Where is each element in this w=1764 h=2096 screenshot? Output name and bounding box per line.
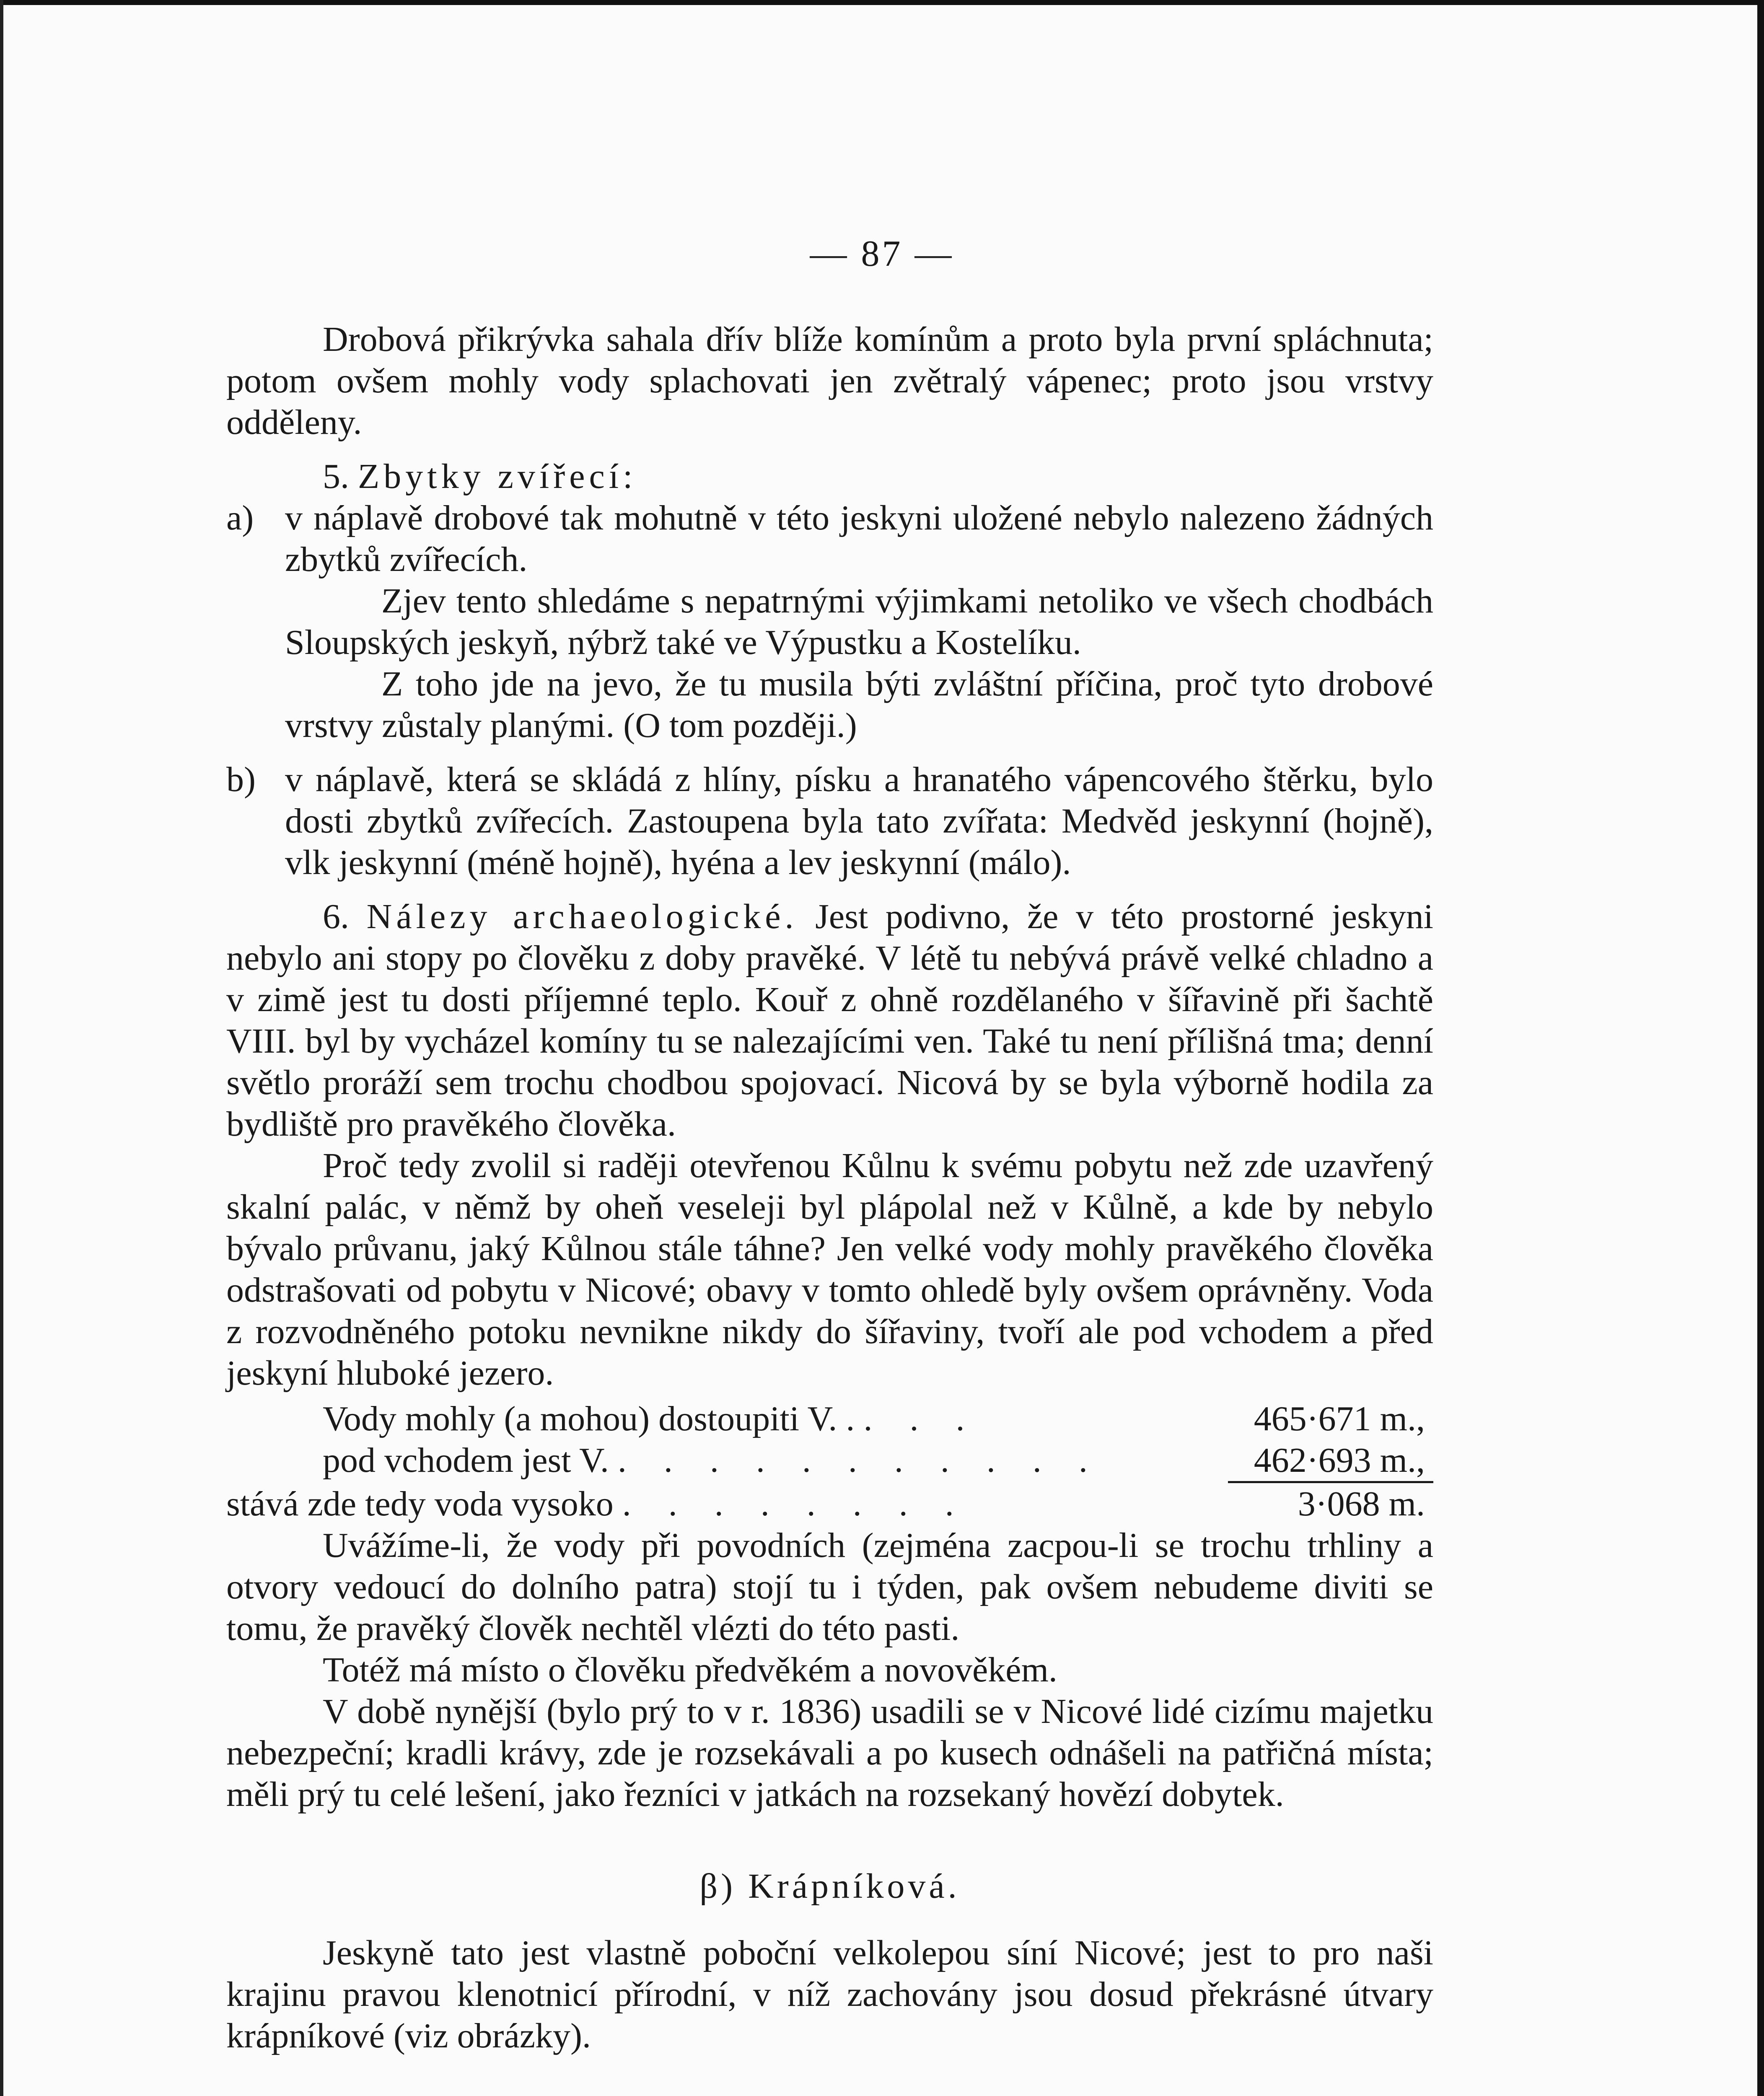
calc-dots: . . . . . . . . . . . (617, 1441, 1102, 1480)
scan-edge-right (1757, 0, 1764, 2096)
section-heading (226, 456, 1433, 497)
section-text: Jest podivno, že v této prostorné jeskyni nebylo ani stopy po člověku z doby pravěké. V létě tu nebývá právě velké chladno a v zimě jest tu dosti příjemné teplo. Kouř z ohně rozdělaného v šířavině při šachtě VIII. byl by vycházel komíny tu se nalezajícími ven. Také tu není přílišná tma; denní světlo proráží sem trochu chodbou spojovací. Nicová by se byla výborně hodila za bydliště pro pravěkého člověka. (226, 897, 1433, 1144)
list-marker: a) (226, 498, 254, 537)
page-body (226, 319, 1433, 2057)
calc-label: pod vchodem jest V. (323, 1441, 609, 1480)
section-6-paragraph (226, 896, 1433, 1145)
subsection-heading: β) Krápníková. (699, 1867, 960, 1906)
paragraph: Proč tedy zvolil si raději otevřenou Kůlnu k svému pobytu než zde uzavřený skalní palác, v němž by oheň veseleji byl plápolal než v Kůlně, a kde by nebylo bývalo průvanu, jaký Kůlnou stále táhne? Jen velké vody mohly pravěkého člověka odstrašovati od pobytu v Nicové; obavy v tomto ohledě byly ovšem oprávněny. Voda z rozvodněného potoku nevnikne nikdy do šířaviny, tvoří ale pod vchodem a před jeskyní hluboké jezero. (226, 1146, 1433, 1393)
list-item-a (226, 497, 1433, 580)
paragraph: Drobová přikrývka sahala dřív blíže komínům a proto byla první spláchnuta; potom ovšem mohly vody splachovati jen zvětralý vápenec; proto jsou vrstvy odděleny. (226, 320, 1433, 442)
calc-value: 465·671 m., (1254, 1399, 1425, 1438)
list-item-b (226, 759, 1433, 883)
calc-dots: . . . . . . . . (622, 1484, 968, 1523)
calc-label: Vody mohly (a mohou) dostoupiti V. . (323, 1399, 855, 1438)
calc-label: stává zde tedy voda vysoko (226, 1484, 614, 1523)
section-number: 6. (323, 897, 349, 936)
calc-value: 462·693 m., (1228, 1440, 1433, 1483)
calc-row (226, 1483, 1433, 1525)
paragraph: Totéž má místo o člověku předvěkém a novověkém. (323, 1650, 1057, 1689)
scan-edge-top (0, 0, 1764, 5)
calc-dots: . . . (863, 1399, 979, 1438)
section-number: 5. (323, 457, 349, 496)
page-number: — 87 — (810, 233, 954, 274)
calc-row (226, 1440, 1433, 1483)
section-title: Zbytky zvířecí: (358, 457, 637, 496)
scan-edge-left (0, 0, 3, 2096)
paragraph: Jeskyně tato jest vlastně poboční velkolepou síní Nicové; jest to pro naši krajinu pravou klenotnicí přírodní, v níž zachovány jsou dosud překrásné útvary krápníkové (viz obrázky). (226, 1933, 1433, 2055)
water-level-calculation (226, 1398, 1433, 1525)
list-marker: b) (226, 760, 256, 799)
list-text: v náplavě, která se skládá z hlíny, písku a hranatého vápencového štěrku, bylo dosti zbytků zvířecích. Zastoupena byla tato zvířata: Medvěd jeskynní (hojně), vlk jeskynní (méně hojně), hyéna a lev jeskynní (málo). (285, 760, 1433, 882)
section-title: Nálezy archaeologické. (366, 897, 798, 936)
calc-row (226, 1398, 1433, 1440)
list-text: v náplavě drobové tak mohutně v této jeskyni uložené nebylo nalezeno žádných zbytků zvířecích. (285, 498, 1433, 579)
paragraph: V době nynější (bylo prý to v r. 1836) usadili se v Nicové lidé cizímu majetku nebezpeční; kradli krávy, zde je rozsekávali a po kusech odnášeli na patřičná místa; měli prý tu celé lešení, jako řezníci v jatkách na rozsekaný hovězí dobytek. (226, 1692, 1433, 1814)
paragraph: Zjev tento shledáme s nepatrnými výjimkami netoliko ve všech chodbách Sloupských jeskyň, nýbrž také ve Výpustku a Kostelíku. (285, 581, 1433, 662)
calc-value: 3·068 m. (1298, 1484, 1425, 1523)
paragraph: Z toho jde na jevo, že tu musila býti zvláštní příčina, proč tyto drobové vrstvy zůstaly planými. (O tom později.) (285, 664, 1433, 745)
paragraph: Uvážíme-li, že vody při povodních (zejména zacpou-li se trochu trhliny a otvory vedoucí do dolního patra) stojí tu i týden, pak ovšem nebudeme diviti se tomu, že pravěký člověk nechtěl vlézti do této pasti. (226, 1526, 1433, 1648)
